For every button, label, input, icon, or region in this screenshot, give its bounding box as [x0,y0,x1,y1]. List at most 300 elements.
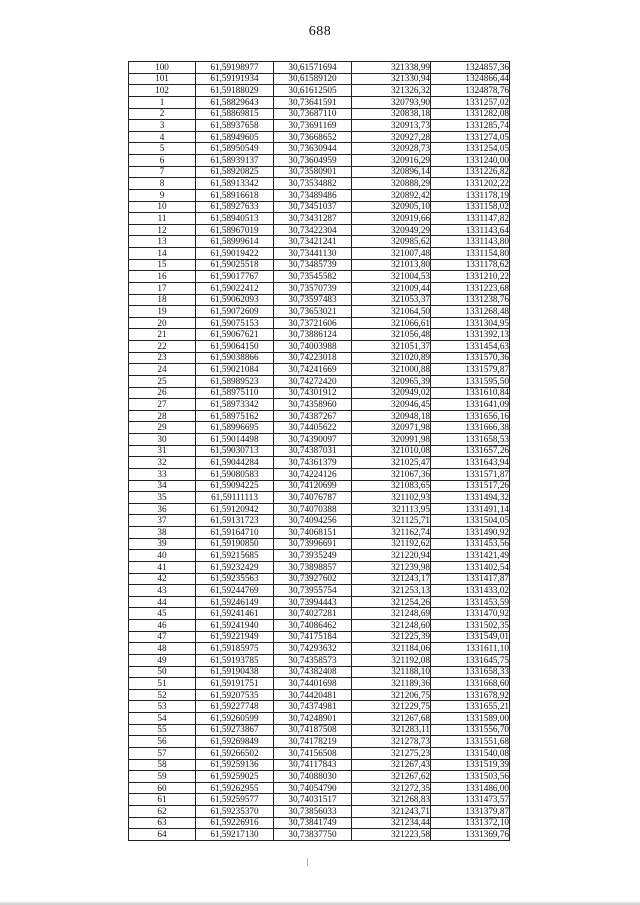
y-coordinate-cell: 1331143,80 [431,236,510,248]
x-coordinate-cell: 321225,39 [352,631,431,643]
latitude-cell: 61,58927633 [196,201,274,213]
point-number-cell: 37 [129,515,196,527]
point-number-cell: 58 [129,759,196,771]
longitude-cell: 30,74248901 [274,713,352,725]
point-number-cell: 35 [129,492,196,504]
longitude-cell: 30,73545582 [274,271,352,283]
table-row [129,236,510,248]
x-coordinate-cell: 321267,62 [352,771,431,783]
point-number-cell: 34 [129,480,196,492]
point-number-cell: 48 [129,643,196,655]
y-coordinate-cell: 1331454,63 [431,341,510,353]
point-number-cell: 47 [129,631,196,643]
table-row [129,410,510,422]
table-row [129,689,510,701]
latitude-cell: 61,59120942 [196,503,274,515]
x-coordinate-cell: 321053,37 [352,294,431,306]
y-coordinate-cell: 1331589,00 [431,713,510,725]
table-row [129,352,510,364]
point-number-cell: 1 [129,96,196,108]
longitude-cell: 30,74031517 [274,794,352,806]
longitude-cell: 30,61589120 [274,73,352,85]
latitude-cell: 61,59273867 [196,724,274,736]
y-coordinate-cell: 1331668,60 [431,678,510,690]
latitude-cell: 61,59226916 [196,817,274,829]
y-coordinate-cell: 1331678,92 [431,689,510,701]
y-coordinate-cell: 1324866,44 [431,73,510,85]
table-row [129,224,510,236]
point-number-cell: 46 [129,620,196,632]
point-number-cell: 38 [129,527,196,539]
x-coordinate-cell: 320991,98 [352,434,431,446]
point-number-cell: 54 [129,713,196,725]
y-coordinate-cell: 1331519,39 [431,759,510,771]
longitude-cell: 30,73630944 [274,143,352,155]
table-row [129,189,510,201]
longitude-cell: 30,73597483 [274,294,352,306]
point-number-cell: 32 [129,457,196,469]
longitude-cell: 30,73898857 [274,561,352,573]
point-number-cell: 100 [129,62,196,74]
point-number-cell: 50 [129,666,196,678]
latitude-cell: 61,58939137 [196,155,274,167]
latitude-cell: 61,59021084 [196,364,274,376]
x-coordinate-cell: 321102,93 [352,492,431,504]
longitude-cell: 30,73691169 [274,120,352,132]
table-row [129,503,510,515]
point-number-cell: 31 [129,445,196,457]
point-number-cell: 20 [129,317,196,329]
point-number-cell: 7 [129,166,196,178]
table-row [129,143,510,155]
y-coordinate-cell: 1331504,05 [431,515,510,527]
y-coordinate-cell: 1331178,19 [431,189,510,201]
point-number-cell: 19 [129,306,196,318]
point-number-cell: 49 [129,654,196,666]
y-coordinate-cell: 1331503,56 [431,771,510,783]
longitude-cell: 30,74358960 [274,399,352,411]
y-coordinate-cell: 1331254,05 [431,143,510,155]
longitude-cell: 30,73837750 [274,829,352,841]
latitude-cell: 61,59190850 [196,538,274,550]
longitude-cell: 30,74301912 [274,387,352,399]
y-coordinate-cell: 1331274,05 [431,131,510,143]
table-row [129,759,510,771]
table-row [129,724,510,736]
latitude-cell: 61,59030713 [196,445,274,457]
latitude-cell: 61,59244769 [196,585,274,597]
longitude-cell: 30,73994443 [274,596,352,608]
point-number-cell: 61 [129,794,196,806]
table-row [129,259,510,271]
latitude-cell: 61,58999614 [196,236,274,248]
latitude-cell: 61,58973342 [196,399,274,411]
table-row [129,596,510,608]
table-row [129,213,510,225]
y-coordinate-cell: 1331656,16 [431,410,510,422]
y-coordinate-cell: 1331372,10 [431,817,510,829]
x-coordinate-cell: 321000,88 [352,364,431,376]
point-number-cell: 53 [129,701,196,713]
point-number-cell: 36 [129,503,196,515]
point-number-cell: 33 [129,468,196,480]
latitude-cell: 61,59207535 [196,689,274,701]
longitude-cell: 30,74223018 [274,352,352,364]
longitude-cell: 30,73431287 [274,213,352,225]
table-row [129,573,510,585]
table-row [129,120,510,132]
longitude-cell: 30,73687110 [274,108,352,120]
x-coordinate-cell: 320905,10 [352,201,431,213]
point-number-cell: 12 [129,224,196,236]
y-coordinate-cell: 1331658,33 [431,666,510,678]
x-coordinate-cell: 321113,95 [352,503,431,515]
point-number-cell: 102 [129,85,196,97]
y-coordinate-cell: 1331658,53 [431,434,510,446]
x-coordinate-cell: 321268,83 [352,794,431,806]
table-row [129,701,510,713]
y-coordinate-cell: 1331502,35 [431,620,510,632]
latitude-cell: 61,59241940 [196,620,274,632]
point-number-cell: 40 [129,550,196,562]
y-coordinate-cell: 1331540,08 [431,747,510,759]
point-number-cell: 3 [129,120,196,132]
x-coordinate-cell: 321192,08 [352,654,431,666]
point-number-cell: 11 [129,213,196,225]
longitude-cell: 30,74361379 [274,457,352,469]
longitude-cell: 30,61571694 [274,62,352,74]
point-number-cell: 42 [129,573,196,585]
latitude-cell: 61,59185975 [196,643,274,655]
point-number-cell: 29 [129,422,196,434]
point-number-cell: 25 [129,375,196,387]
y-coordinate-cell: 1331178,62 [431,259,510,271]
x-coordinate-cell: 320965,39 [352,375,431,387]
x-coordinate-cell: 320919,66 [352,213,431,225]
y-coordinate-cell: 1331517,26 [431,480,510,492]
table-row [129,85,510,97]
x-coordinate-cell: 321004,53 [352,271,431,283]
x-coordinate-cell: 320793,90 [352,96,431,108]
y-coordinate-cell: 1331494,32 [431,492,510,504]
y-coordinate-cell: 1331210,22 [431,271,510,283]
point-number-cell: 52 [129,689,196,701]
table-row [129,550,510,562]
point-number-cell: 24 [129,364,196,376]
point-number-cell: 62 [129,806,196,818]
longitude-cell: 30,74187508 [274,724,352,736]
table-row [129,166,510,178]
x-coordinate-cell: 321020,89 [352,352,431,364]
longitude-cell: 30,73721606 [274,317,352,329]
x-coordinate-cell: 321083,65 [352,480,431,492]
coordinates-table-body [129,62,510,841]
x-coordinate-cell: 320928,73 [352,143,431,155]
longitude-cell: 30,73886124 [274,329,352,341]
point-number-cell: 60 [129,782,196,794]
table-row [129,457,510,469]
y-coordinate-cell: 1331154,80 [431,248,510,260]
y-coordinate-cell: 1331240,00 [431,155,510,167]
y-coordinate-cell: 1331490,92 [431,527,510,539]
x-coordinate-cell: 321338,99 [352,62,431,74]
longitude-cell: 30,73668652 [274,131,352,143]
latitude-cell: 61,59260599 [196,713,274,725]
table-row [129,434,510,446]
latitude-cell: 61,59193785 [196,654,274,666]
longitude-cell: 30,74094256 [274,515,352,527]
x-coordinate-cell: 321007,48 [352,248,431,260]
latitude-cell: 61,59259025 [196,771,274,783]
longitude-cell: 30,74156508 [274,747,352,759]
y-coordinate-cell: 1331402,54 [431,561,510,573]
x-coordinate-cell: 320946,45 [352,399,431,411]
latitude-cell: 61,59038866 [196,352,274,364]
table-row [129,806,510,818]
point-number-cell: 22 [129,341,196,353]
longitude-cell: 30,74293632 [274,643,352,655]
point-number-cell: 26 [129,387,196,399]
table-row [129,62,510,74]
latitude-cell: 61,59262955 [196,782,274,794]
table-row [129,364,510,376]
x-coordinate-cell: 321067,36 [352,468,431,480]
table-row [129,282,510,294]
x-coordinate-cell: 320971,98 [352,422,431,434]
table-row [129,492,510,504]
x-coordinate-cell: 321162,74 [352,527,431,539]
longitude-cell: 30,73441130 [274,248,352,260]
x-coordinate-cell: 321253,13 [352,585,431,597]
table-row [129,317,510,329]
point-number-cell: 18 [129,294,196,306]
y-coordinate-cell: 1331579,87 [431,364,510,376]
x-coordinate-cell: 321248,69 [352,608,431,620]
latitude-cell: 61,58913342 [196,178,274,190]
x-coordinate-cell: 320985,62 [352,236,431,248]
x-coordinate-cell: 320949,29 [352,224,431,236]
x-coordinate-cell: 321267,43 [352,759,431,771]
table-row [129,654,510,666]
longitude-cell: 30,73927602 [274,573,352,585]
latitude-cell: 61,59080583 [196,468,274,480]
table-row [129,794,510,806]
x-coordinate-cell: 321239,98 [352,561,431,573]
y-coordinate-cell: 1331158,02 [431,201,510,213]
latitude-cell: 61,59131723 [196,515,274,527]
longitude-cell: 30,74086462 [274,620,352,632]
table-row [129,306,510,318]
latitude-cell: 61,59025518 [196,259,274,271]
table-row [129,375,510,387]
point-number-cell: 5 [129,143,196,155]
scan-artifact-mark [307,858,308,866]
y-coordinate-cell: 1324878,76 [431,85,510,97]
table-row [129,329,510,341]
point-number-cell: 51 [129,678,196,690]
x-coordinate-cell: 320913,73 [352,120,431,132]
longitude-cell: 30,74420481 [274,689,352,701]
longitude-cell: 30,74405622 [274,422,352,434]
x-coordinate-cell: 321275,23 [352,747,431,759]
table-row [129,468,510,480]
latitude-cell: 61,59191751 [196,678,274,690]
y-coordinate-cell: 1331643,94 [431,457,510,469]
y-coordinate-cell: 1331551,68 [431,736,510,748]
x-coordinate-cell: 321125,71 [352,515,431,527]
latitude-cell: 61,58829643 [196,96,274,108]
table-row [129,294,510,306]
point-number-cell: 45 [129,608,196,620]
point-number-cell: 43 [129,585,196,597]
x-coordinate-cell: 321188,10 [352,666,431,678]
longitude-cell: 30,73422304 [274,224,352,236]
longitude-cell: 30,73451037 [274,201,352,213]
table-row [129,585,510,597]
x-coordinate-cell: 320838,18 [352,108,431,120]
longitude-cell: 30,73856033 [274,806,352,818]
x-coordinate-cell: 321254,26 [352,596,431,608]
point-number-cell: 17 [129,282,196,294]
table-row [129,713,510,725]
latitude-cell: 61,59235563 [196,573,274,585]
point-number-cell: 2 [129,108,196,120]
latitude-cell: 61,59188029 [196,85,274,97]
latitude-cell: 61,59246149 [196,596,274,608]
point-number-cell: 64 [129,829,196,841]
x-coordinate-cell: 321326,32 [352,85,431,97]
longitude-cell: 30,73485739 [274,259,352,271]
x-coordinate-cell: 321206,75 [352,689,431,701]
table-row [129,73,510,85]
x-coordinate-cell: 321223,58 [352,829,431,841]
longitude-cell: 30,73604959 [274,155,352,167]
x-coordinate-cell: 321189,36 [352,678,431,690]
y-coordinate-cell: 1331369,76 [431,829,510,841]
point-number-cell: 21 [129,329,196,341]
point-number-cell: 8 [129,178,196,190]
table-row [129,178,510,190]
point-number-cell: 30 [129,434,196,446]
y-coordinate-cell: 1331379,87 [431,806,510,818]
y-coordinate-cell: 1331226,82 [431,166,510,178]
y-coordinate-cell: 1331657,26 [431,445,510,457]
latitude-cell: 61,58967019 [196,224,274,236]
table-row [129,561,510,573]
latitude-cell: 61,59198977 [196,62,274,74]
latitude-cell: 61,59259136 [196,759,274,771]
x-coordinate-cell: 321010,08 [352,445,431,457]
point-number-cell: 16 [129,271,196,283]
point-number-cell: 63 [129,817,196,829]
y-coordinate-cell: 1331549,01 [431,631,510,643]
y-coordinate-cell: 1331595,50 [431,375,510,387]
x-coordinate-cell: 321184,06 [352,643,431,655]
table-row [129,747,510,759]
latitude-cell: 61,59062093 [196,294,274,306]
table-row [129,108,510,120]
latitude-cell: 61,59014498 [196,434,274,446]
y-coordinate-cell: 1331421,49 [431,550,510,562]
longitude-cell: 30,73996691 [274,538,352,550]
latitude-cell: 61,59067621 [196,329,274,341]
y-coordinate-cell: 1331453,59 [431,596,510,608]
latitude-cell: 61,58996695 [196,422,274,434]
y-coordinate-cell: 1331143,64 [431,224,510,236]
point-number-cell: 57 [129,747,196,759]
table-row [129,96,510,108]
longitude-cell: 30,74003988 [274,341,352,353]
y-coordinate-cell: 1331453,56 [431,538,510,550]
longitude-cell: 30,74070388 [274,503,352,515]
point-number-cell: 28 [129,410,196,422]
longitude-cell: 30,74387031 [274,445,352,457]
table-row [129,201,510,213]
longitude-cell: 30,73955754 [274,585,352,597]
longitude-cell: 30,73489486 [274,189,352,201]
x-coordinate-cell: 321278,73 [352,736,431,748]
x-coordinate-cell: 320927,28 [352,131,431,143]
longitude-cell: 30,73935249 [274,550,352,562]
y-coordinate-cell: 1331304,95 [431,317,510,329]
longitude-cell: 30,73841749 [274,817,352,829]
y-coordinate-cell: 1331655,21 [431,701,510,713]
y-coordinate-cell: 1331417,87 [431,573,510,585]
y-coordinate-cell: 1331666,38 [431,422,510,434]
latitude-cell: 61,58920825 [196,166,274,178]
point-number-cell: 23 [129,352,196,364]
latitude-cell: 61,59064150 [196,341,274,353]
point-number-cell: 59 [129,771,196,783]
table-row [129,608,510,620]
x-coordinate-cell: 320892,42 [352,189,431,201]
x-coordinate-cell: 321283,11 [352,724,431,736]
x-coordinate-cell: 321243,17 [352,573,431,585]
coordinates-table [128,61,510,841]
longitude-cell: 30,74120699 [274,480,352,492]
point-number-cell: 6 [129,155,196,167]
latitude-cell: 61,59072609 [196,306,274,318]
x-coordinate-cell: 321330,94 [352,73,431,85]
point-number-cell: 14 [129,248,196,260]
latitude-cell: 61,59191934 [196,73,274,85]
latitude-cell: 61,59235370 [196,806,274,818]
table-row [129,643,510,655]
table-row [129,527,510,539]
table-row [129,399,510,411]
latitude-cell: 61,58940513 [196,213,274,225]
longitude-cell: 30,74068151 [274,527,352,539]
table-row [129,771,510,783]
point-number-cell: 13 [129,236,196,248]
y-coordinate-cell: 1324857,36 [431,62,510,74]
longitude-cell: 30,74387267 [274,410,352,422]
x-coordinate-cell: 321243,71 [352,806,431,818]
longitude-cell: 30,74358573 [274,654,352,666]
longitude-cell: 30,73580901 [274,166,352,178]
latitude-cell: 61,59221949 [196,631,274,643]
point-number-cell: 41 [129,561,196,573]
x-coordinate-cell: 321056,48 [352,329,431,341]
point-number-cell: 9 [129,189,196,201]
y-coordinate-cell: 1331610,84 [431,387,510,399]
latitude-cell: 61,59259577 [196,794,274,806]
y-coordinate-cell: 1331641,09 [431,399,510,411]
latitude-cell: 61,59075153 [196,317,274,329]
latitude-cell: 61,58975110 [196,387,274,399]
table-row [129,736,510,748]
table-row [129,131,510,143]
